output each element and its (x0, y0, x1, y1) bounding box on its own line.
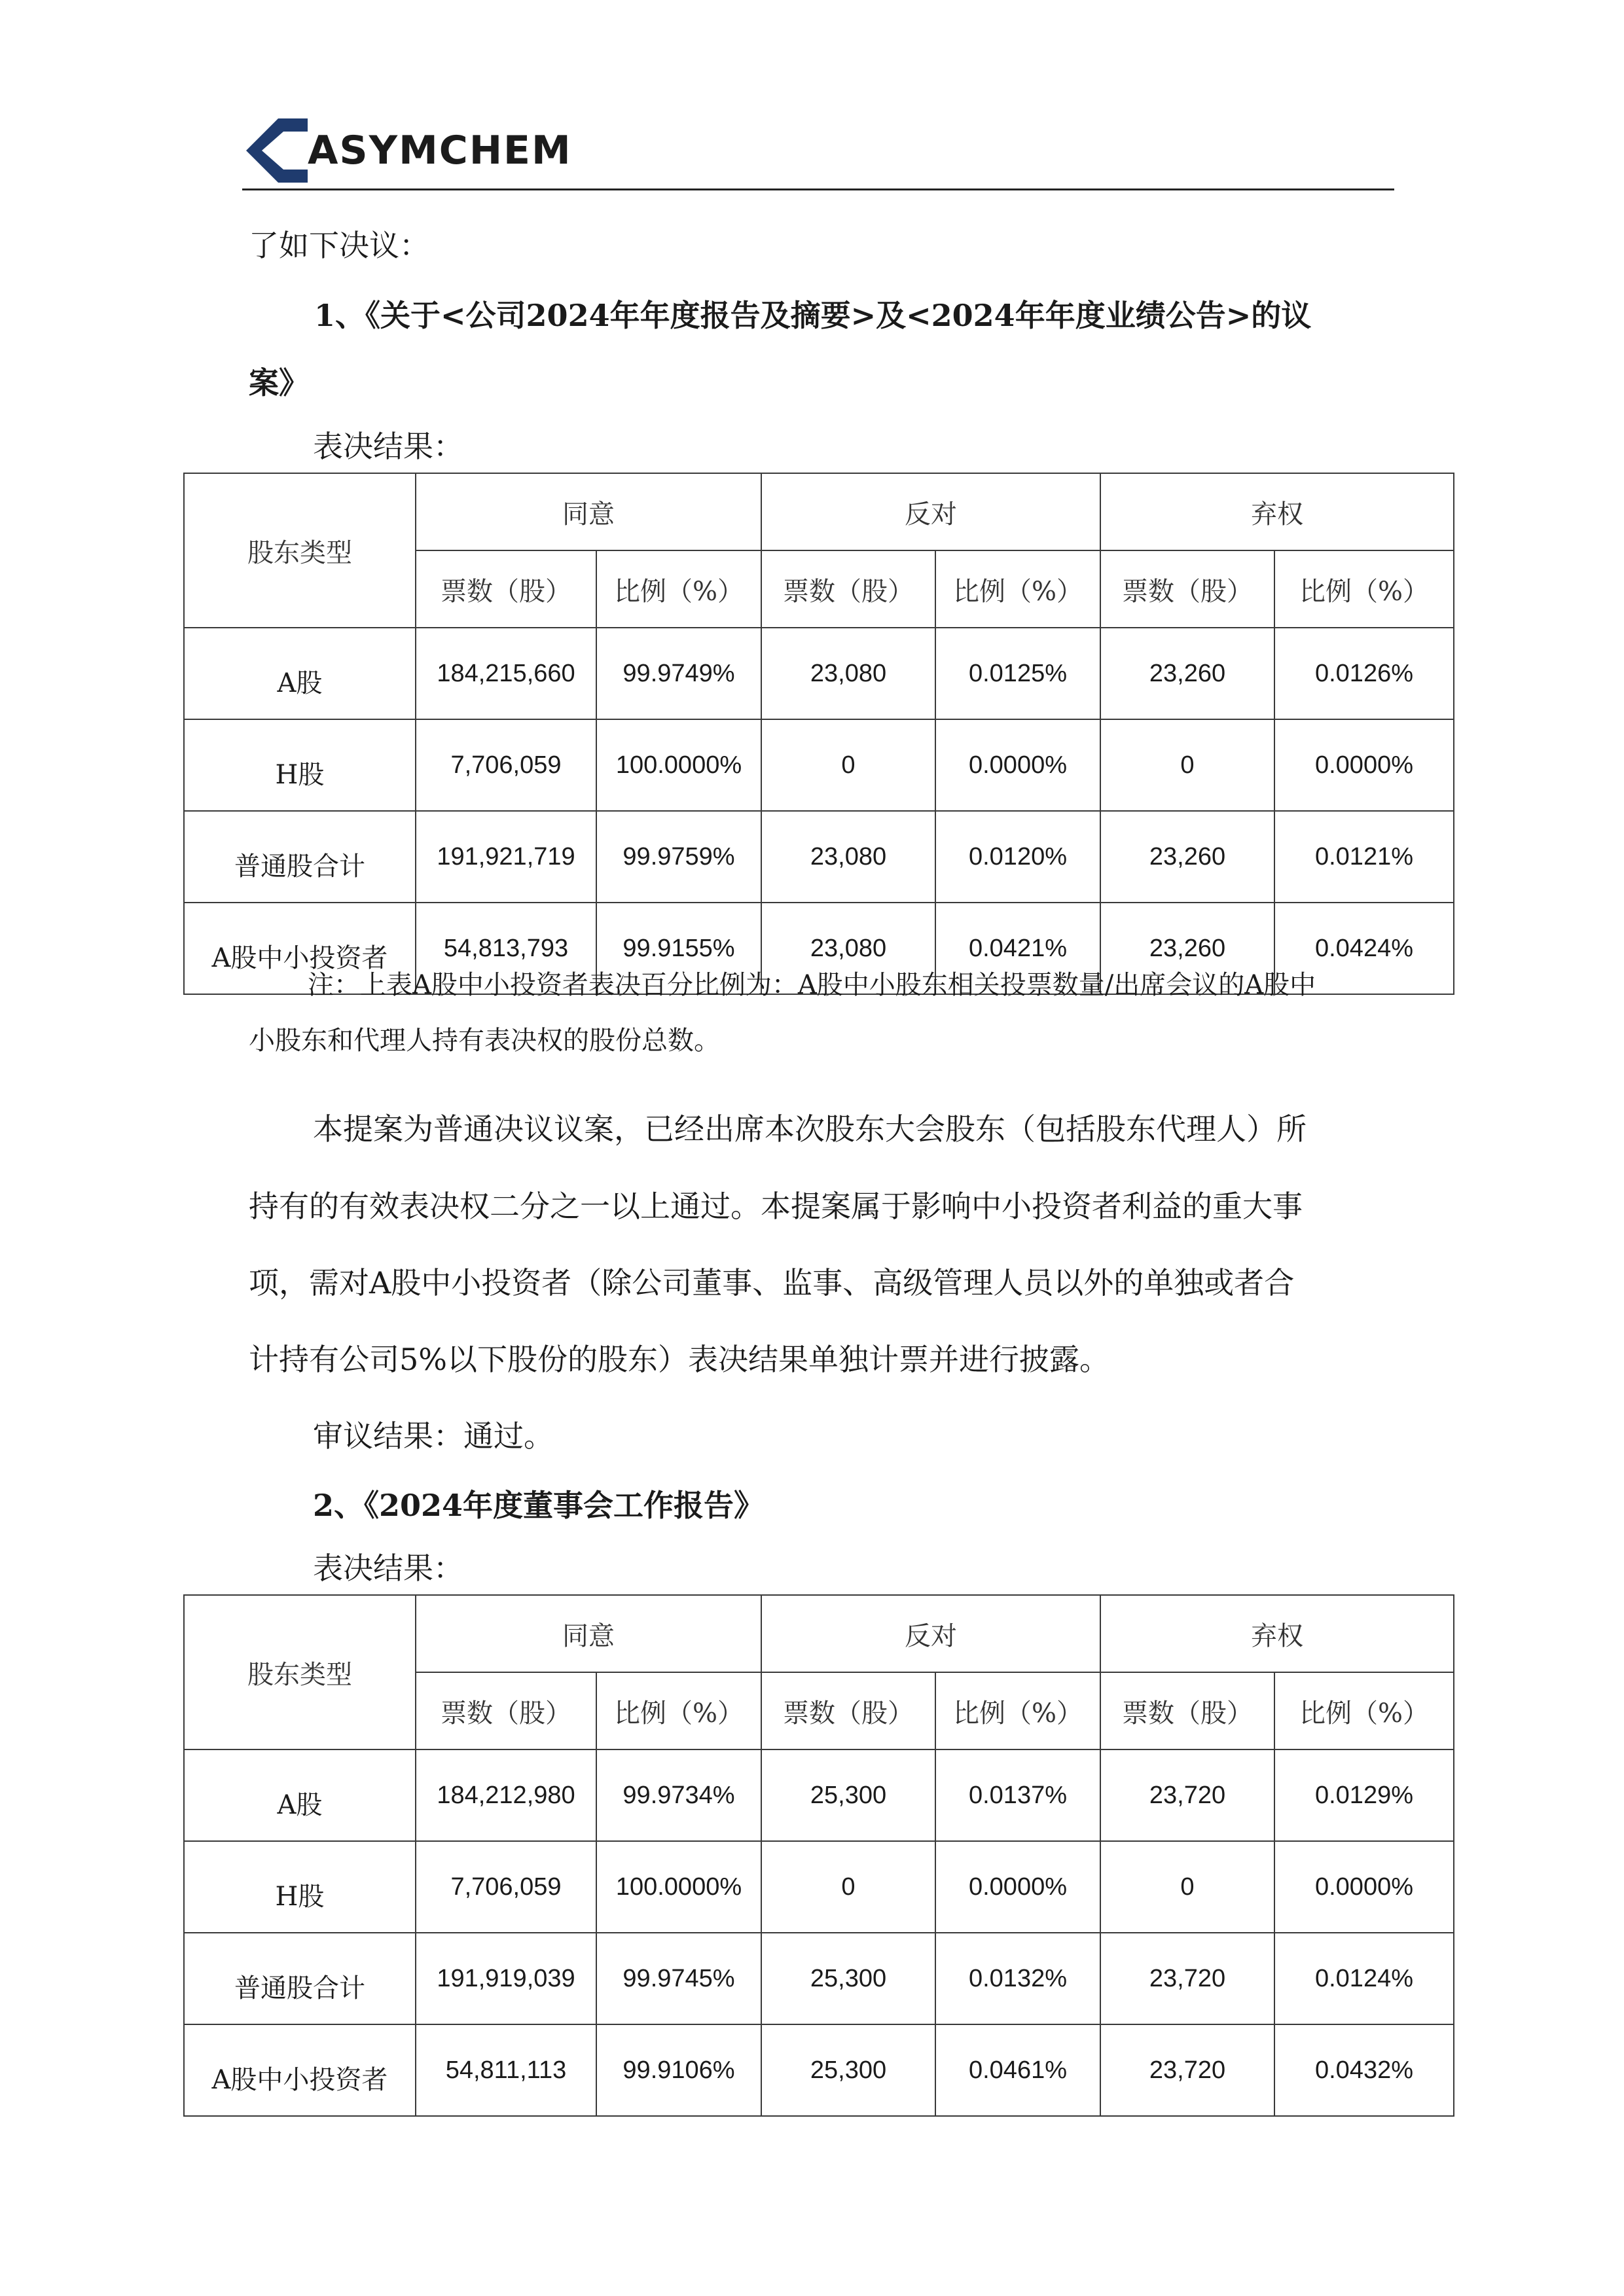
header-ratio: 比例（%） (596, 550, 761, 628)
abstain-votes: 23,260 (1100, 628, 1274, 719)
asymchem-logo-icon (242, 115, 308, 187)
against-ratio: 0.0125% (935, 628, 1100, 719)
header-ratio: 比例（%） (1274, 1672, 1454, 1749)
row-type: A股中小投资者 (184, 2024, 416, 2116)
vote-table-2 (183, 1594, 1454, 2117)
abstain-votes: 23,720 (1100, 1749, 1274, 1841)
table-note-line2: 小股东和代理人持有表决权的股份总数。 (249, 1026, 720, 1056)
header-votes: 票数（股） (1100, 550, 1274, 628)
row-type: A股 (184, 628, 416, 719)
table-row (184, 1841, 1454, 1933)
abstain-votes: 23,260 (1100, 903, 1274, 994)
header-ratio: 比例（%） (935, 1672, 1100, 1749)
header-agree: 同意 (416, 473, 761, 550)
header-against: 反对 (761, 473, 1100, 550)
row-type: 普通股合计 (184, 811, 416, 903)
resolution1-result-label: 表决结果： (313, 429, 463, 464)
agree-votes: 191,921,719 (416, 811, 596, 903)
table-note-line1: 注：上表A股中小投资者表决百分比例为：A股中小股东相关投票数量/出席会议的A股中 (308, 970, 1316, 1000)
against-votes: 25,300 (761, 1749, 935, 1841)
table-row (184, 719, 1454, 811)
header-votes: 票数（股） (416, 1672, 596, 1749)
company-logo-text: ASYMCHEM (308, 128, 572, 173)
row-type: A股 (184, 1749, 416, 1841)
header-votes: 票数（股） (416, 550, 596, 628)
agree-ratio: 99.9749% (596, 628, 761, 719)
against-ratio: 0.0461% (935, 2024, 1100, 2116)
against-votes: 25,300 (761, 1933, 935, 2024)
agree-ratio: 99.9745% (596, 1933, 761, 2024)
abstain-votes: 23,720 (1100, 2024, 1274, 2116)
header-divider (242, 188, 1394, 190)
abstain-votes: 23,260 (1100, 811, 1274, 903)
agree-votes: 7,706,059 (416, 719, 596, 811)
abstain-ratio: 0.0129% (1274, 1749, 1454, 1841)
table-row (184, 811, 1454, 903)
against-votes: 23,080 (761, 903, 935, 994)
abstain-votes: 0 (1100, 719, 1274, 811)
abstain-ratio: 0.0000% (1274, 1841, 1454, 1933)
header-votes: 票数（股） (761, 1672, 935, 1749)
agree-ratio: 99.9155% (596, 903, 761, 994)
paragraph-line1: 本提案为普通决议议案，已经出席本次股东大会股东（包括股东代理人）所 (313, 1111, 1307, 1147)
agree-ratio: 100.0000% (596, 1841, 761, 1933)
paragraph-line2: 持有的有效表决权二分之一以上通过。本提案属于影响中小投资者利益的重大事 (249, 1189, 1303, 1224)
resolution1-title-line2: 案》 (249, 365, 309, 401)
agree-votes: 184,212,980 (416, 1749, 596, 1841)
header-ratio: 比例（%） (596, 1672, 761, 1749)
header-ratio: 比例（%） (1274, 550, 1454, 628)
vote-table-1 (183, 473, 1454, 995)
header-abstain: 弃权 (1100, 1595, 1454, 1672)
header-ratio: 比例（%） (935, 550, 1100, 628)
abstain-ratio: 0.0000% (1274, 719, 1454, 811)
header-shareholder-type: 股东类型 (184, 1595, 416, 1749)
against-ratio: 0.0421% (935, 903, 1100, 994)
against-ratio: 0.0000% (935, 1841, 1100, 1933)
header-abstain: 弃权 (1100, 473, 1454, 550)
against-ratio: 0.0000% (935, 719, 1100, 811)
table-row (184, 2024, 1454, 2116)
against-ratio: 0.0132% (935, 1933, 1100, 2024)
agree-votes: 54,811,113 (416, 2024, 596, 2116)
resolution2-title: 2、《2024年度董事会工作报告》 (313, 1488, 765, 1523)
abstain-ratio: 0.0121% (1274, 811, 1454, 903)
table-row (184, 1933, 1454, 2024)
header-votes: 票数（股） (761, 550, 935, 628)
abstain-ratio: 0.0432% (1274, 2024, 1454, 2116)
agree-ratio: 99.9734% (596, 1749, 761, 1841)
page-header (242, 108, 1394, 200)
abstain-votes: 23,720 (1100, 1933, 1274, 2024)
against-votes: 23,080 (761, 811, 935, 903)
abstain-ratio: 0.0124% (1274, 1933, 1454, 2024)
agree-votes: 184,215,660 (416, 628, 596, 719)
against-votes: 25,300 (761, 2024, 935, 2116)
row-type: A股中小投资者 (184, 903, 416, 994)
against-ratio: 0.0137% (935, 1749, 1100, 1841)
header-shareholder-type: 股东类型 (184, 473, 416, 628)
abstain-ratio: 0.0126% (1274, 628, 1454, 719)
agree-votes: 7,706,059 (416, 1841, 596, 1933)
abstain-ratio: 0.0424% (1274, 903, 1454, 994)
resolution1-title-line1: 1、《关于<公司2024年年度报告及摘要>及<2024年年度业绩公告>的议 (314, 298, 1312, 333)
row-type: H股 (184, 1841, 416, 1933)
table-row (184, 1749, 1454, 1841)
against-votes: 0 (761, 1841, 935, 1933)
paragraph-line4: 计持有公司5%以下股份的股东）表决结果单独计票并进行披露。 (249, 1342, 1110, 1377)
agree-votes: 54,813,793 (416, 903, 596, 994)
against-ratio: 0.0120% (935, 811, 1100, 903)
resolution2-result-label: 表决结果： (313, 1551, 463, 1586)
agree-ratio: 99.9759% (596, 811, 761, 903)
row-type: H股 (184, 719, 416, 811)
header-against: 反对 (761, 1595, 1100, 1672)
header-votes: 票数（股） (1100, 1672, 1274, 1749)
review-result: 审议结果：通过。 (313, 1418, 554, 1454)
header-agree: 同意 (416, 1595, 761, 1672)
row-type: 普通股合计 (184, 1933, 416, 2024)
intro-line: 了如下决议： (249, 228, 429, 263)
agree-ratio: 99.9106% (596, 2024, 761, 2116)
paragraph-line3: 项，需对A股中小投资者（除公司董事、监事、高级管理人员以外的单独或者合 (249, 1265, 1295, 1300)
agree-votes: 191,919,039 (416, 1933, 596, 2024)
against-votes: 23,080 (761, 628, 935, 719)
agree-ratio: 100.0000% (596, 719, 761, 811)
against-votes: 0 (761, 719, 935, 811)
table-row (184, 628, 1454, 719)
abstain-votes: 0 (1100, 1841, 1274, 1933)
